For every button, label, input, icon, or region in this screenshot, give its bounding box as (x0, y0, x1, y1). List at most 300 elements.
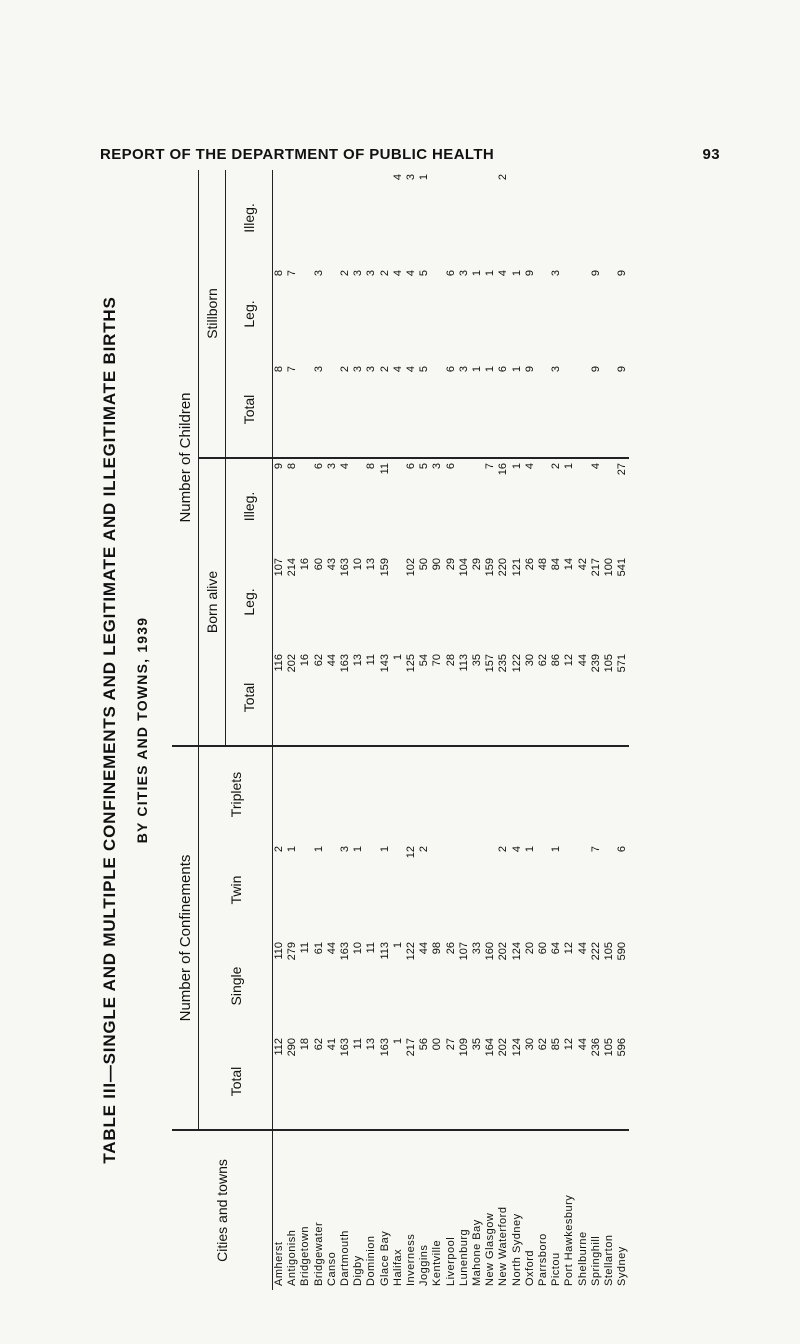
cell-ba-illeg: 5 (418, 463, 431, 470)
cell-ba-leg: 42 (576, 558, 589, 571)
cell-c-single: 160 (484, 942, 497, 961)
cell-ba-illeg: 4 (339, 463, 352, 470)
cell-ba-illeg: 8 (286, 463, 299, 470)
table-row (445, 170, 458, 1290)
cell-sb-total: 8 (273, 362, 287, 458)
cell-sb-total: 9 (590, 362, 603, 458)
table-body (273, 170, 630, 1290)
cell-ba-leg: 100 (603, 558, 616, 577)
table-row (471, 170, 484, 1290)
cell-ba-total: 62 (537, 650, 550, 746)
cell-ba-total: 11 (365, 650, 378, 746)
cell-sb-leg: 4 (391, 270, 404, 277)
cell-sb-illeg (590, 170, 603, 266)
cell-sb-illeg (537, 170, 550, 266)
cell-sb-leg: 4 (405, 270, 418, 277)
cell-sb-illeg (326, 170, 339, 266)
cell-ba-leg: 159 (378, 558, 391, 577)
cell-sb-illeg (273, 170, 287, 266)
cell-c-total: 12 (563, 1034, 576, 1130)
cell-c-triplets (484, 746, 497, 842)
cell-c-triplets (550, 746, 563, 842)
sb-leg-header: Leg. (226, 266, 273, 362)
cell-sb-illeg (471, 170, 484, 266)
conf-twin-header: Twin (199, 842, 273, 938)
cell-c-total: 41 (326, 1034, 339, 1130)
cell-c-total: 56 (418, 1034, 431, 1130)
sb-illeg-header: Illeg. (226, 170, 273, 266)
table-row (313, 170, 326, 1290)
cell-sb-illeg (458, 170, 471, 266)
city-name: Bridgewater (312, 1221, 325, 1286)
cell-c-single: 44 (325, 942, 338, 955)
city-name: New Waterford (497, 1206, 510, 1286)
cell-c-total: 85 (550, 1034, 563, 1130)
cell-c-triplets (603, 746, 616, 842)
city-name: Dominion (365, 1235, 378, 1286)
cell-sb-leg (537, 266, 550, 362)
cell-c-single: 279 (286, 942, 299, 961)
cell-c-total: 11 (352, 1034, 365, 1130)
cell-ba-illeg: 16 (497, 463, 510, 476)
table-row (537, 170, 550, 1290)
conf-total-header: Total (199, 1034, 273, 1130)
cell-ba-leg: 26 (523, 558, 536, 571)
cell-ba-leg: 217 (589, 558, 602, 577)
table-row (511, 170, 524, 1290)
cell-ba-total: 1 (392, 650, 405, 746)
cell-sb-leg: 9 (616, 270, 629, 277)
cell-c-single: 124 (510, 942, 523, 961)
cell-c-twin: 1 (352, 846, 365, 853)
city-name: Mahone Bay (471, 1219, 484, 1286)
cell-sb-leg: 9 (589, 270, 602, 277)
city-name: Springhill (589, 1235, 602, 1286)
city-name: Bridgetown (299, 1225, 312, 1286)
cell-c-twin: 2 (273, 846, 285, 853)
cell-sb-leg: 3 (457, 270, 470, 277)
cell-c-triplets (299, 746, 312, 842)
table-row (616, 170, 629, 1290)
cell-ba-leg: 102 (405, 558, 418, 577)
cell-c-triplets (339, 746, 352, 842)
city-name: Joggins (418, 1244, 431, 1286)
table-row (458, 170, 471, 1290)
cell-ba-leg: 121 (510, 558, 523, 577)
city-name: Halifax (391, 1248, 404, 1286)
cell-sb-leg: 5 (418, 270, 431, 277)
cell-ba-illeg: 6 (312, 463, 325, 470)
cell-ba-leg: 60 (312, 558, 325, 571)
cell-sb-illeg (313, 170, 326, 266)
cell-ba-total: 13 (352, 650, 365, 746)
cell-c-twin: 1 (523, 846, 536, 853)
cell-c-triplets (431, 746, 444, 842)
cell-c-triplets (392, 746, 405, 842)
cell-c-twin (445, 842, 458, 938)
page-number: 93 (702, 146, 720, 163)
cell-ba-illeg: 11 (378, 463, 391, 475)
cell-c-triplets (326, 746, 339, 842)
ba-illeg-header: Illeg. (226, 458, 273, 554)
conf-triplets-header: Triplets (199, 746, 273, 842)
cell-sb-total: 3 (352, 362, 365, 458)
cell-c-single: 98 (431, 942, 444, 955)
table-row (405, 170, 418, 1290)
cell-sb-total: 3 (313, 362, 326, 458)
cell-c-total: 596 (616, 1034, 629, 1130)
cell-ba-illeg: 3 (325, 463, 338, 470)
cell-sb-total (431, 362, 444, 458)
cell-c-total: 30 (524, 1034, 537, 1130)
cell-c-triplets (458, 746, 471, 842)
table-row (577, 170, 590, 1290)
cell-c-twin (326, 842, 339, 938)
cell-c-total: 236 (590, 1034, 603, 1130)
cell-ba-total: 44 (326, 650, 339, 746)
cell-c-single: 113 (378, 942, 391, 960)
cell-sb-leg (603, 266, 616, 362)
cell-sb-total: 3 (550, 362, 563, 458)
cell-ba-total: 113 (458, 650, 471, 746)
cell-ba-illeg (603, 458, 616, 554)
cell-sb-leg (431, 266, 444, 362)
cell-sb-leg: 7 (286, 270, 299, 277)
cell-ba-leg (392, 554, 405, 650)
cell-c-twin: 1 (378, 846, 391, 853)
cell-sb-leg: 8 (273, 270, 285, 277)
cell-ba-total: 62 (313, 650, 326, 746)
cell-c-triplets (524, 746, 537, 842)
cell-ba-total: 12 (563, 650, 576, 746)
cell-ba-illeg (352, 458, 365, 554)
cell-sb-total: 9 (616, 362, 629, 458)
cell-sb-illeg (524, 170, 537, 266)
table-row (339, 170, 352, 1290)
cell-ba-leg: 29 (471, 558, 484, 571)
cell-sb-total: 7 (286, 362, 299, 458)
cell-c-twin (537, 842, 550, 938)
cell-sb-total: 4 (392, 362, 405, 458)
city-name: Inverness (405, 1233, 418, 1286)
cell-sb-leg: 1 (471, 270, 484, 277)
city-name: Shelburne (576, 1231, 589, 1286)
cell-c-single: 26 (444, 942, 457, 955)
cell-c-twin (484, 842, 497, 938)
city-name: Parrsboro (537, 1233, 550, 1286)
city-name: Liverpool (444, 1236, 457, 1286)
cell-ba-leg: 159 (484, 558, 497, 577)
cell-ba-total: 125 (405, 650, 418, 746)
cell-sb-leg: 9 (523, 270, 536, 277)
cell-c-twin (577, 842, 590, 938)
cell-c-triplets (418, 746, 431, 842)
table-row (326, 170, 339, 1290)
city-name: Canso (325, 1251, 338, 1286)
cell-sb-illeg (352, 170, 365, 266)
cell-c-twin (563, 842, 576, 938)
cell-c-total: 35 (471, 1034, 484, 1130)
table-row (352, 170, 365, 1290)
cell-sb-illeg (365, 170, 378, 266)
table-row (497, 170, 510, 1290)
cell-c-twin (392, 842, 405, 938)
cell-sb-leg: 2 (378, 270, 391, 277)
table-row (286, 170, 299, 1290)
city-name: Stellarton (603, 1234, 616, 1286)
cell-c-twin: 6 (616, 846, 629, 853)
cell-c-triplets (563, 746, 576, 842)
cell-c-twin: 4 (510, 846, 523, 853)
cell-c-twin: 12 (405, 846, 418, 859)
cell-c-total: 217 (405, 1034, 418, 1130)
cell-c-total: 1 (392, 1034, 405, 1130)
cell-ba-illeg (537, 458, 550, 554)
cell-ba-total: 143 (379, 650, 392, 746)
cell-ba-illeg (577, 458, 590, 554)
cell-ba-illeg: 2 (550, 463, 563, 470)
cell-c-single: 44 (576, 942, 589, 955)
cell-sb-total: 2 (339, 362, 352, 458)
cell-ba-illeg: 1 (510, 463, 523, 470)
cell-sb-total: 2 (379, 362, 392, 458)
cell-ba-illeg: 6 (405, 463, 418, 470)
cell-sb-illeg (550, 170, 563, 266)
cell-ba-leg: 163 (339, 558, 352, 577)
cell-ba-leg: 220 (497, 558, 510, 577)
cell-c-twin (458, 842, 471, 938)
cell-ba-total: 105 (603, 650, 616, 746)
cell-c-twin: 2 (418, 846, 431, 853)
cell-ba-total: 202 (286, 650, 299, 746)
cell-sb-leg: 3 (550, 270, 563, 277)
cell-c-total: 105 (603, 1034, 616, 1130)
cell-sb-illeg (286, 170, 299, 266)
cell-c-total: 163 (379, 1034, 392, 1130)
cell-sb-leg: 3 (365, 270, 378, 277)
cell-c-total: 13 (365, 1034, 378, 1130)
cell-sb-illeg (563, 170, 576, 266)
cell-ba-leg: 48 (537, 558, 550, 571)
table-row (299, 170, 312, 1290)
cell-sb-total (299, 362, 312, 458)
cell-c-twin: 7 (589, 846, 602, 853)
table-row (392, 170, 405, 1290)
cell-ba-illeg: 8 (365, 463, 378, 470)
cell-sb-illeg (511, 170, 524, 266)
cell-ba-illeg: 3 (431, 463, 444, 470)
cell-c-twin: 1 (312, 846, 325, 853)
born-alive-header: Born alive (199, 458, 226, 746)
table-row (603, 170, 616, 1290)
cell-c-total: 18 (299, 1034, 312, 1130)
cell-c-single: 64 (550, 942, 563, 955)
sb-total-header: Total (226, 362, 273, 458)
cell-c-triplets (379, 746, 392, 842)
cell-ba-leg: 29 (444, 558, 457, 571)
cell-sb-illeg (299, 170, 312, 266)
cell-ba-total: 16 (299, 650, 312, 746)
table-row (563, 170, 576, 1290)
cell-c-total: 109 (458, 1034, 471, 1130)
cell-ba-total: 44 (577, 650, 590, 746)
cell-sb-total: 1 (484, 362, 497, 458)
city-name: Amherst (273, 1241, 285, 1286)
cell-c-total: 00 (431, 1034, 444, 1130)
cell-ba-total: 86 (550, 650, 563, 746)
city-name: North Sydney (510, 1213, 523, 1286)
city-name: New Glasgow (484, 1212, 497, 1286)
city-name: Pictou (550, 1252, 563, 1286)
cell-ba-leg: 16 (299, 558, 312, 571)
cell-sb-total: 3 (458, 362, 471, 458)
page-header (100, 146, 720, 163)
city-name: Port Hawkesbury (563, 1194, 576, 1286)
cell-sb-leg: 3 (312, 270, 325, 277)
conf-single-header: Single (199, 938, 273, 1034)
cell-c-twin: 2 (497, 846, 510, 853)
cell-c-triplets (365, 746, 378, 842)
cell-c-total: 163 (339, 1034, 352, 1130)
cell-ba-total: 235 (497, 650, 510, 746)
running-title: REPORT OF THE DEPARTMENT OF PUBLIC HEALTH (100, 146, 495, 163)
cell-c-single: 105 (603, 942, 616, 961)
cell-ba-total: 571 (616, 650, 629, 746)
cell-sb-illeg (431, 170, 444, 266)
cell-ba-total: 54 (418, 650, 431, 746)
cell-sb-illeg (484, 170, 497, 266)
cell-c-triplets (590, 746, 603, 842)
cell-c-single: 110 (273, 942, 285, 960)
cell-c-triplets (352, 746, 365, 842)
table-row (379, 170, 392, 1290)
cell-ba-total: 35 (471, 650, 484, 746)
cell-ba-total: 30 (524, 650, 537, 746)
cell-ba-leg: 104 (457, 558, 470, 577)
rotated-table-block (100, 170, 660, 1290)
cell-c-twin: 1 (550, 846, 563, 853)
cell-sb-illeg: 4 (391, 174, 404, 181)
cell-ba-total: 122 (511, 650, 524, 746)
table-title: TABLE III—SINGLE AND MULTIPLE CONFINEMENTS AND LEGITIMATE AND ILLEGITIMATE BIRTHS (100, 296, 119, 1164)
cell-sb-illeg (603, 170, 616, 266)
cell-sb-leg: 3 (352, 270, 365, 277)
cell-c-single: 590 (616, 942, 629, 961)
cell-c-total: 164 (484, 1034, 497, 1130)
ba-leg-header: Leg. (226, 554, 273, 650)
cell-sb-illeg (339, 170, 352, 266)
cell-ba-illeg: 6 (444, 463, 457, 470)
cell-ba-total: 116 (273, 650, 287, 746)
table-row (550, 170, 563, 1290)
cell-ba-total: 163 (339, 650, 352, 746)
cell-ba-illeg: 9 (273, 463, 285, 470)
cell-c-twin: 3 (339, 846, 352, 853)
cell-c-twin (431, 842, 444, 938)
cell-c-single: 122 (405, 942, 418, 961)
cell-c-triplets (577, 746, 590, 842)
cell-ba-leg: 50 (418, 558, 431, 571)
cell-sb-total (563, 362, 576, 458)
cell-ba-total: 157 (484, 650, 497, 746)
cell-c-single: 33 (471, 942, 484, 955)
cell-sb-leg (563, 266, 576, 362)
cell-ba-leg: 90 (431, 558, 444, 571)
city-name: Digby (352, 1255, 365, 1286)
cell-ba-leg: 541 (616, 558, 629, 577)
cell-c-total: 112 (273, 1034, 287, 1130)
cell-c-total: 290 (286, 1034, 299, 1130)
cell-ba-illeg: 7 (484, 463, 497, 470)
cell-c-single: 60 (537, 942, 550, 955)
city-name: Antigonish (286, 1229, 299, 1286)
table-subtitle: BY CITIES AND TOWNS, 1939 (134, 616, 150, 844)
cell-c-single: 11 (299, 942, 312, 954)
cell-sb-leg (577, 266, 590, 362)
cell-c-total: 202 (497, 1034, 510, 1130)
cell-sb-illeg: 1 (418, 174, 431, 181)
cell-c-twin (365, 842, 378, 938)
cell-sb-leg (326, 266, 339, 362)
cell-sb-leg: 1 (484, 270, 497, 277)
cell-sb-illeg: 2 (497, 174, 510, 181)
cell-sb-total: 1 (471, 362, 484, 458)
cell-sb-total: 5 (418, 362, 431, 458)
cell-c-triplets (511, 746, 524, 842)
cell-ba-illeg: 1 (563, 463, 576, 470)
cell-ba-illeg (392, 458, 405, 554)
city-name: Sydney (616, 1246, 629, 1286)
cell-sb-total: 3 (365, 362, 378, 458)
cell-sb-total (577, 362, 590, 458)
table-row (273, 170, 287, 1290)
cell-c-twin: 1 (286, 846, 299, 853)
cell-c-triplets (313, 746, 326, 842)
table-row (365, 170, 378, 1290)
cell-c-single: 163 (339, 942, 352, 961)
cell-c-single: 20 (523, 942, 536, 955)
cell-sb-total: 6 (497, 362, 510, 458)
city-name: Oxford (523, 1249, 536, 1286)
cell-c-triplets (405, 746, 418, 842)
cell-ba-leg: 84 (550, 558, 563, 571)
cell-ba-leg: 13 (365, 558, 378, 571)
cell-c-single: 10 (352, 942, 365, 955)
cell-c-single: 202 (497, 942, 510, 961)
cell-ba-illeg: 27 (616, 463, 629, 476)
cell-c-triplets (273, 746, 287, 842)
cell-sb-illeg (445, 170, 458, 266)
cell-c-triplets (286, 746, 299, 842)
cities-header: Cities and towns (172, 1130, 273, 1290)
cell-c-total: 27 (445, 1034, 458, 1130)
cell-c-triplets (445, 746, 458, 842)
ba-total-header: Total (226, 650, 273, 746)
cell-c-twin (471, 842, 484, 938)
cell-sb-leg (299, 266, 312, 362)
cell-c-single: 61 (312, 942, 325, 955)
cell-c-single: 11 (365, 942, 378, 954)
cell-c-twin (603, 842, 616, 938)
cell-sb-leg: 2 (339, 270, 352, 277)
cell-sb-total (537, 362, 550, 458)
table-row (484, 170, 497, 1290)
cell-ba-total: 70 (431, 650, 444, 746)
table-row (524, 170, 537, 1290)
cell-ba-illeg: 4 (589, 463, 602, 470)
cell-sb-illeg: 3 (405, 174, 418, 181)
cell-sb-leg: 1 (510, 270, 523, 277)
